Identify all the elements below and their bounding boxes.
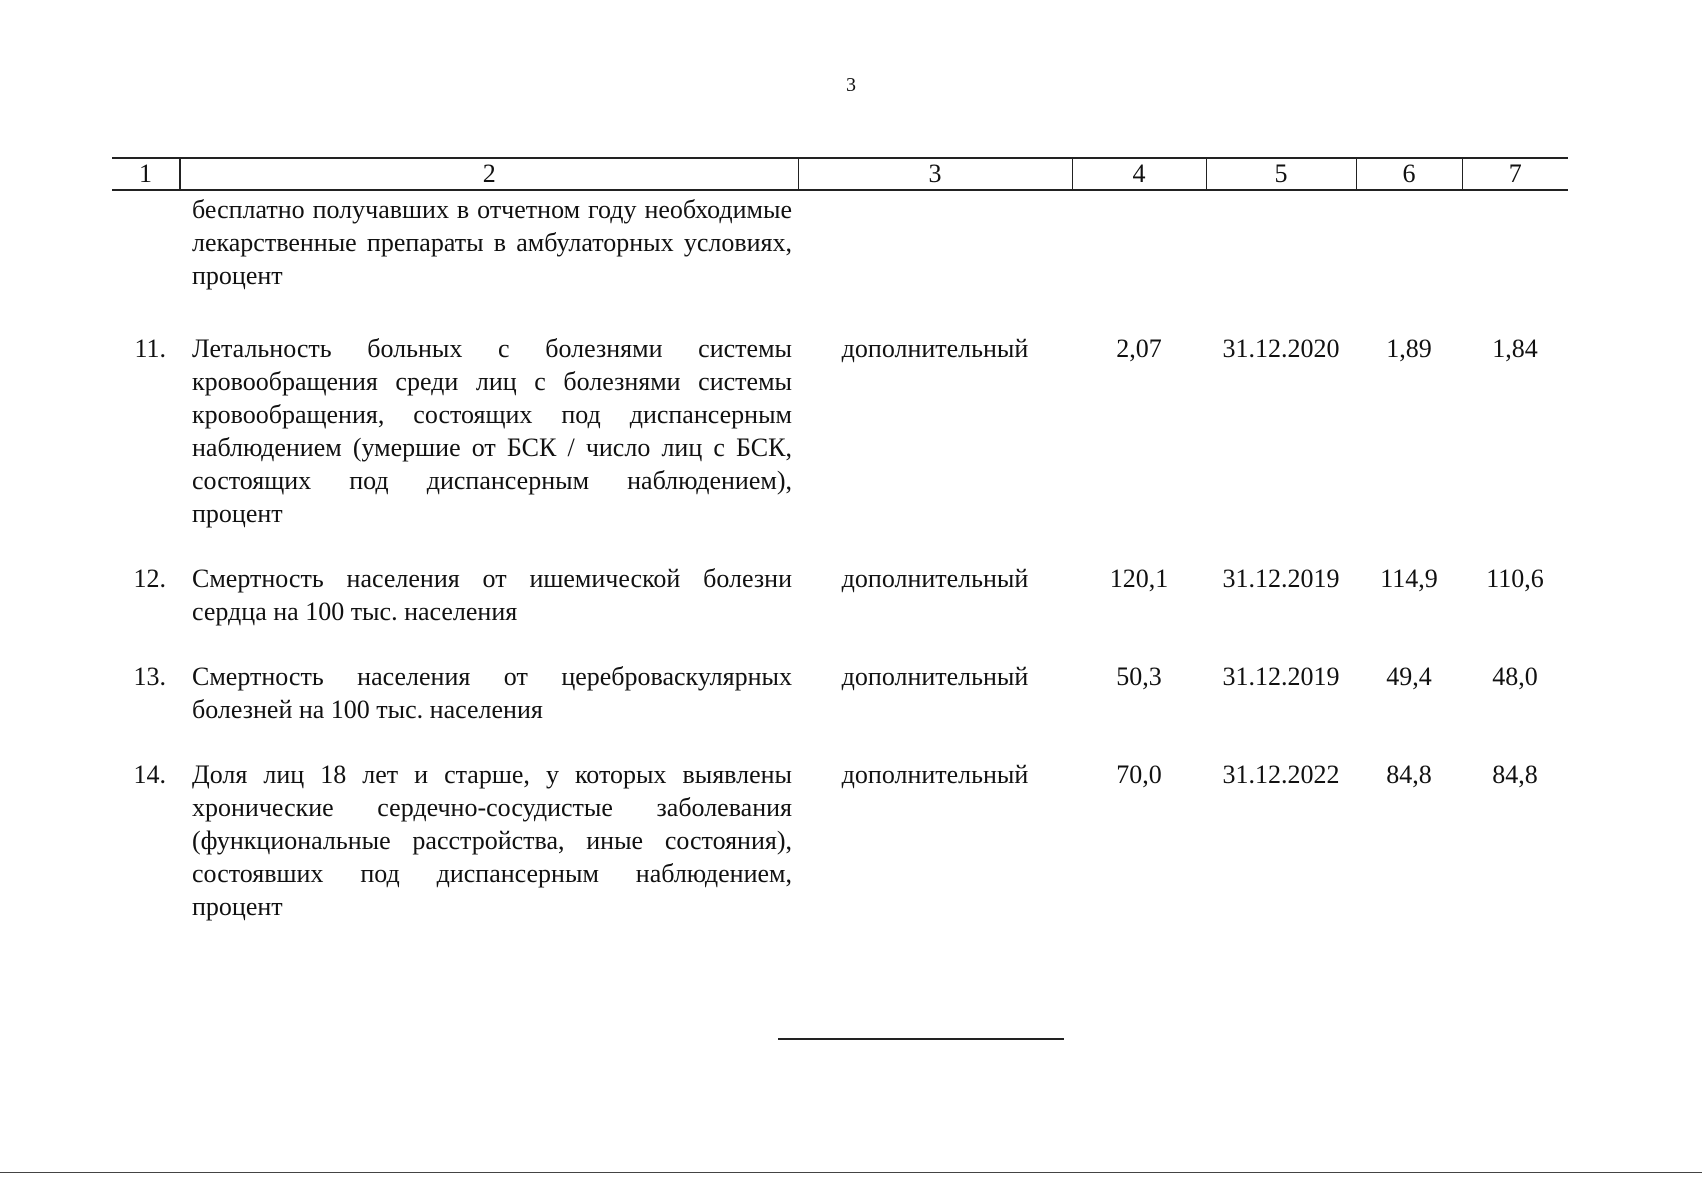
base-date-cell [1206, 190, 1356, 332]
base-value: 70,0 [1116, 760, 1162, 789]
base-date: 31.12.2022 [1222, 760, 1340, 789]
indicator-text: Доля лиц 18 лет и старше, у которых выявлены хронические сердечно-сосудистые заболевания (функциональные расстройства, иные состояния), состоявших под диспансерным наблюдением, процент [192, 760, 792, 921]
value-col-6: 114,9 [1380, 564, 1438, 593]
indicator-type: дополнительный [841, 334, 1029, 363]
value-6-cell [1356, 190, 1462, 332]
base-date: 31.12.2020 [1222, 334, 1340, 363]
indicator-type: дополнительный [841, 662, 1029, 691]
indicators-table-wrapper [112, 157, 1568, 955]
indicator-type: дополнительный [841, 564, 1029, 593]
base-value: 50,3 [1116, 662, 1162, 691]
value-col-7: 110,6 [1486, 564, 1544, 593]
row-number: 11. [134, 334, 166, 363]
table-row [112, 758, 1568, 955]
value-7-cell [1462, 190, 1568, 332]
closing-divider-line [778, 1038, 1064, 1040]
column-header-4: 4 [1072, 158, 1206, 190]
indicators-table [112, 157, 1568, 955]
column-header-6: 6 [1356, 158, 1462, 190]
column-header-2: 2 [180, 158, 798, 190]
table-row-continuation [112, 190, 1568, 332]
table-row [112, 332, 1568, 562]
indicator-type: дополнительный [841, 760, 1029, 789]
value-col-7: 84,8 [1492, 760, 1538, 789]
page-bottom-edge-line [0, 1172, 1702, 1173]
row-number: 13. [133, 662, 166, 691]
row-number: 12. [133, 564, 166, 593]
indicator-text-continuation: бесплатно получавших в отчетном году необходимые лекарственные препараты в амбулаторных условиях, процент [192, 195, 792, 290]
indicator-text: Смертность населения от ишемической болезни сердца на 100 тыс. населения [192, 564, 792, 626]
column-header-1: 1 [112, 158, 180, 190]
value-col-6: 1,89 [1386, 334, 1432, 363]
value-col-6: 49,4 [1386, 662, 1432, 691]
base-date: 31.12.2019 [1222, 564, 1340, 593]
table-row [112, 660, 1568, 758]
value-col-7: 48,0 [1492, 662, 1538, 691]
page-number: 3 [846, 74, 856, 96]
row-number-cell [112, 190, 180, 332]
column-header-3: 3 [798, 158, 1072, 190]
value-col-6: 84,8 [1386, 760, 1432, 789]
base-date: 31.12.2019 [1222, 662, 1340, 691]
base-value-cell [1072, 190, 1206, 332]
indicator-text: Смертность населения от цереброваскулярных болезней на 100 тыс. населения [192, 662, 792, 724]
row-number: 14. [133, 760, 166, 789]
column-header-5: 5 [1206, 158, 1356, 190]
value-col-7: 1,84 [1492, 334, 1538, 363]
column-header-7: 7 [1462, 158, 1568, 190]
base-value: 120,1 [1109, 564, 1169, 593]
base-value: 2,07 [1116, 334, 1162, 363]
table-header-row [112, 158, 1568, 190]
indicator-text: Летальность больных с болезнями системы кровообращения среди лиц с болезнями системы кровообращения, состоящих под диспансерным наблюдением (умершие от БСК / число лиц с БСК, состоящих под диспансерным наблюдением), процент [192, 334, 792, 528]
type-cell [798, 190, 1072, 332]
table-row [112, 562, 1568, 660]
